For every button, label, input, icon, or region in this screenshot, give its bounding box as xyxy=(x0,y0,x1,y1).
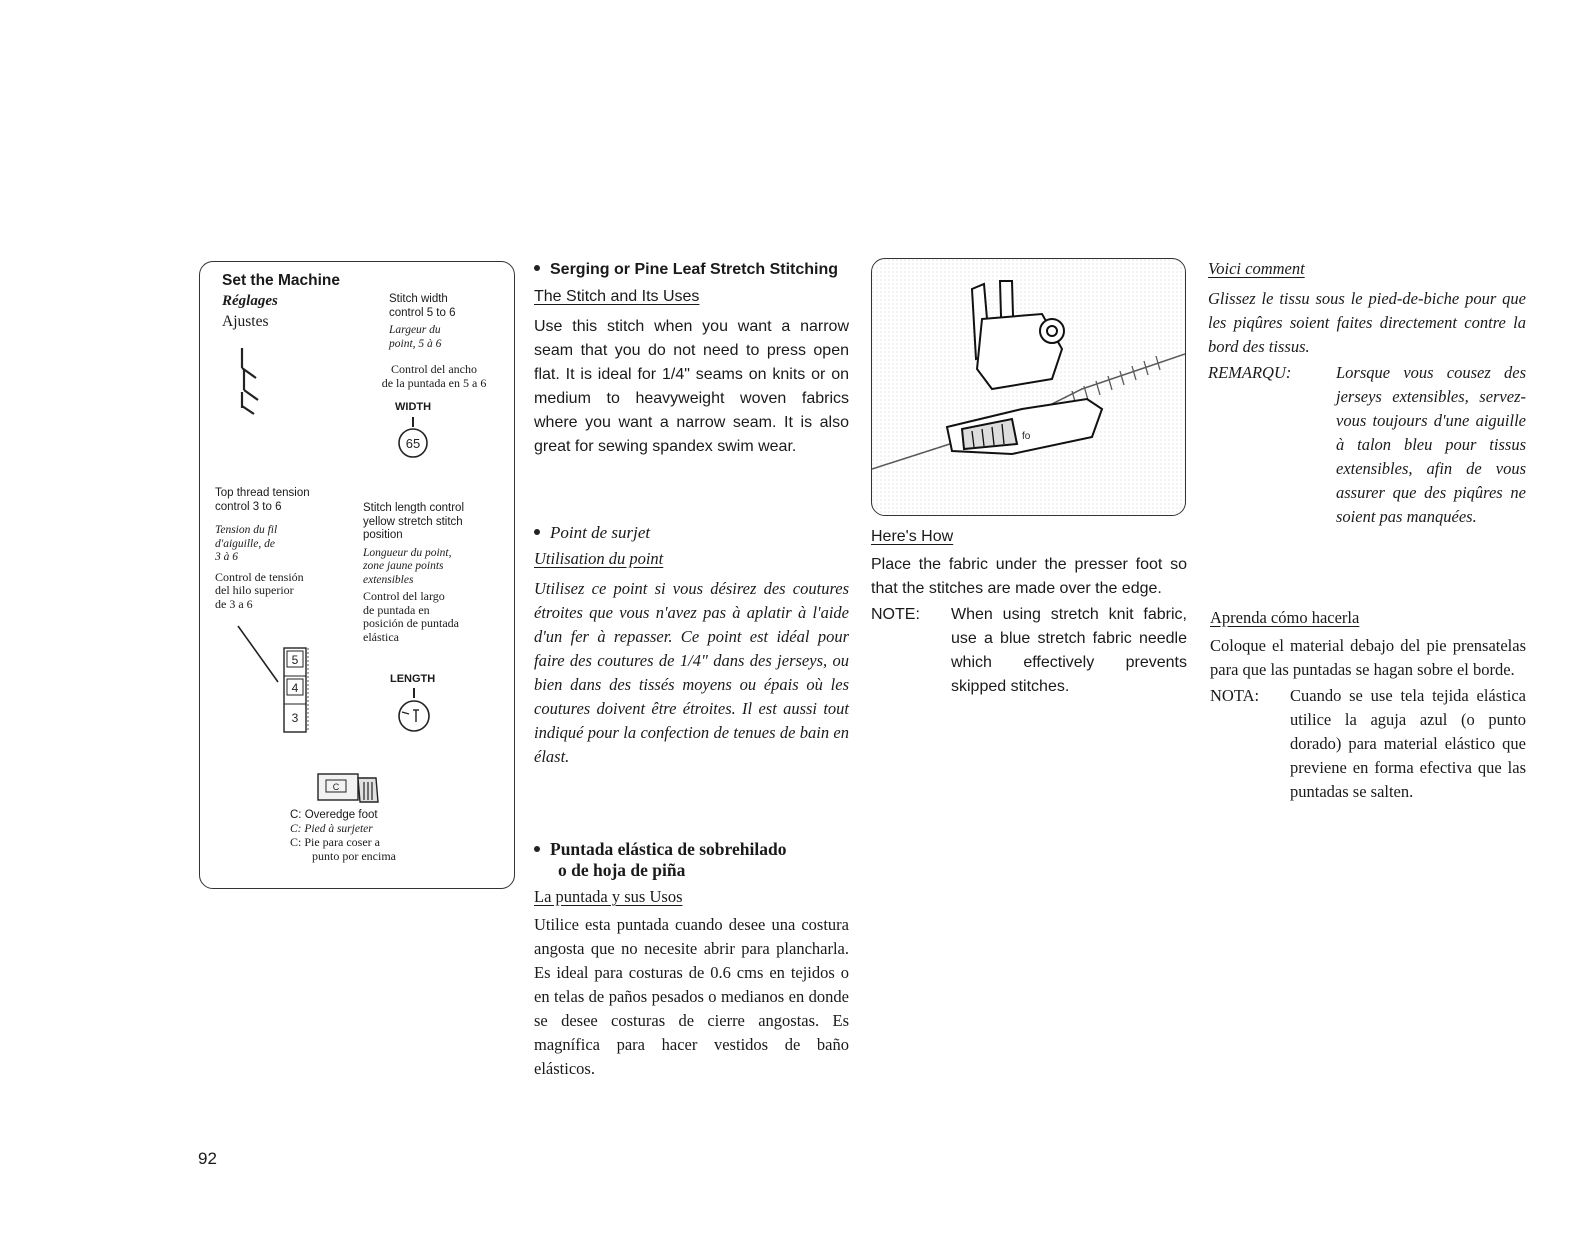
bullet-icon xyxy=(534,846,540,852)
stitch-pattern-icon xyxy=(236,344,276,416)
length-es-1: Control del largo xyxy=(363,589,445,603)
body-fr: Utilisez ce point si vous désirez des coutures étroites que vous n'avez pas à aplatir à l'aide d'un fer à repasser. Ce point est idéal pour faire des coutures de 1/4" dans des jerseys, ou bien dans des tissés moyens ou épais où les coutures doivent être étroites. Il est aussi tout indiqué pour la confection de tenues de bain en élast. xyxy=(534,579,849,766)
foot-fr: C: Pied à surjeter xyxy=(290,822,373,835)
length-en-3: position xyxy=(363,529,403,541)
heading-fr xyxy=(534,523,849,543)
heading-en xyxy=(534,261,849,279)
heading-es-line2: o de hoja de piña xyxy=(558,860,686,880)
note-label-en: NOTE: xyxy=(871,606,920,623)
length-fr-1: Longueur du point, xyxy=(363,546,452,559)
heading-fr-text: Point de surjet xyxy=(550,523,651,542)
tension-es-2: del hilo superior xyxy=(215,583,294,597)
panel-title-fr: Réglages xyxy=(222,293,278,309)
length-es-3: posición de puntada xyxy=(363,616,459,630)
bullet-icon xyxy=(534,529,540,535)
subheading-en: The Stitch and Its Uses xyxy=(534,288,700,305)
length-fr-3: extensibles xyxy=(363,573,414,586)
section-voici-comment xyxy=(1208,257,1526,529)
tension-fr-3: 3 à 6 xyxy=(215,551,238,563)
stitch-width-es-2: de la puntada en 5 a 6 xyxy=(381,375,487,390)
body-en: Use this stitch when you want a narrow seam that you do not need to press open flat. It is ideal for 1/4" seams on knits or on medium to heavyweight woven fabrics where you want a narrow seam. It is also great for sewing spandex swim wear. xyxy=(534,318,849,455)
heading-es xyxy=(534,839,849,860)
stitch-width-fr-1: Largeur du xyxy=(389,324,441,336)
width-dial-icon xyxy=(396,415,430,459)
tension-number-3: 3 xyxy=(291,711,299,725)
aprenda-note xyxy=(1210,684,1526,804)
length-es-4: elástica xyxy=(363,629,399,644)
length-dial-icon xyxy=(396,686,432,732)
tension-number-5: 5 xyxy=(291,653,299,667)
note-label-fr: REMARQU: xyxy=(1208,363,1292,382)
page-number: 92 xyxy=(198,1149,217,1168)
stitch-width-es-1: Control del ancho xyxy=(391,362,477,376)
length-es-2: de puntada en xyxy=(363,602,430,617)
body-es: Utilice esta puntada cuando desee una costura angosta que no necesite abrir para plancharla. Es ideal para costuras de 0.6 cms en tejidos o en telas de paños pesados o medianos en donde se desee costuras de cierre angostas. Es magnífica para hacer vestidos de baño elásticos. xyxy=(534,915,849,1078)
stitch-width-fr-2: point, 5 à 6 xyxy=(389,337,442,350)
note-text-en: When using stretch knit fabric, use a blue stretch fabric needle which effectively prevents skipped stitches. xyxy=(951,606,1187,695)
bullet-icon xyxy=(534,265,540,271)
note-text-es: Cuando se use tela tejida elástica utilice la aguja azul (o punto dorado) para material elástico que previene en forma efectiva que las puntadas se salten. xyxy=(1290,686,1526,801)
aprenda-body: Coloque el material debajo del pie prensatelas para que las puntadas se hagan sobre el borde. xyxy=(1210,636,1526,679)
aprenda-heading: Aprenda cómo hacerla xyxy=(1210,608,1360,627)
presser-foot-illustration xyxy=(871,258,1186,516)
heres-how-body: Place the fabric under the presser foot so that the stitches are made over the edge. xyxy=(871,556,1187,597)
width-dial-label: WIDTH xyxy=(395,401,432,413)
stitch-width-en-2: control 5 to 6 xyxy=(389,306,456,319)
length-dial-label: LENGTH xyxy=(390,673,436,685)
section-english xyxy=(534,261,849,459)
panel-title-es: Ajustes xyxy=(222,313,269,330)
width-dial-value: 65 xyxy=(405,436,421,451)
subheading-fr: Utilisation du point xyxy=(534,549,664,568)
panel-title-en: Set the Machine xyxy=(222,272,340,289)
tension-en-1: Top thread tension xyxy=(215,487,310,499)
heres-how-note xyxy=(871,603,1187,699)
heading-en-text: Serging or Pine Leaf Stretch Stitching xyxy=(550,261,839,278)
stitch-width-es xyxy=(355,363,513,390)
foot-label xyxy=(290,809,490,863)
tension-fr-2: d'aiguille, de xyxy=(215,537,275,550)
tension-es-3: de 3 a 6 xyxy=(215,596,253,611)
length-en-1: Stitch length control xyxy=(363,502,465,514)
section-spanish xyxy=(534,839,849,1081)
svg-text:C: C xyxy=(332,782,340,792)
section-heres-how xyxy=(871,525,1187,699)
stitch-width-text xyxy=(389,293,509,351)
voici-heading: Voici comment xyxy=(1208,259,1305,278)
foot-en: C: Overedge foot xyxy=(290,809,378,821)
overedge-foot-icon xyxy=(316,770,386,806)
foot-es-1: C: Pie para coser a xyxy=(290,835,380,849)
tension-es-1: Control de tensión xyxy=(215,569,304,584)
machine-settings-panel xyxy=(199,261,515,889)
tension-en-2: control 3 to 6 xyxy=(215,500,282,513)
tension-number-4: 4 xyxy=(291,681,299,695)
tension-dial-icon xyxy=(234,624,322,736)
note-label-es: NOTA: xyxy=(1210,686,1260,705)
foot-es-2: punto por encima xyxy=(312,848,396,863)
heres-how-heading: Here's How xyxy=(871,528,954,545)
section-french xyxy=(534,523,849,769)
subheading-es: La puntada y sus Usos xyxy=(534,887,683,906)
length-en-2: yellow stretch stitch xyxy=(363,515,463,528)
stitch-width-en-1: Stitch width xyxy=(389,293,448,305)
voici-body: Glissez le tissu sous le pied-de-biche pour que les piqûres soient faites directement contre la bord des tissus. xyxy=(1208,289,1526,356)
tension-fr-1: Tension du fil xyxy=(215,524,278,536)
section-aprenda xyxy=(1210,606,1526,804)
heading-es-line1: Puntada elástica de sobrehilado xyxy=(550,839,787,859)
stitch-length-text xyxy=(363,502,511,644)
svg-text:fo: fo xyxy=(1022,431,1031,442)
voici-note xyxy=(1208,361,1526,529)
note-text-fr: Lorsque vous cousez des jerseys extensibles, servez-vous toujours d'une aiguille à talon bleu pour tissus extensibles, afin de vous assurer que des piqûres ne soient pas manquées. xyxy=(1336,363,1526,526)
length-fr-2: zone jaune points xyxy=(363,560,444,572)
thread-tension-text xyxy=(215,487,355,611)
sewing-foot-icon xyxy=(872,259,1185,515)
